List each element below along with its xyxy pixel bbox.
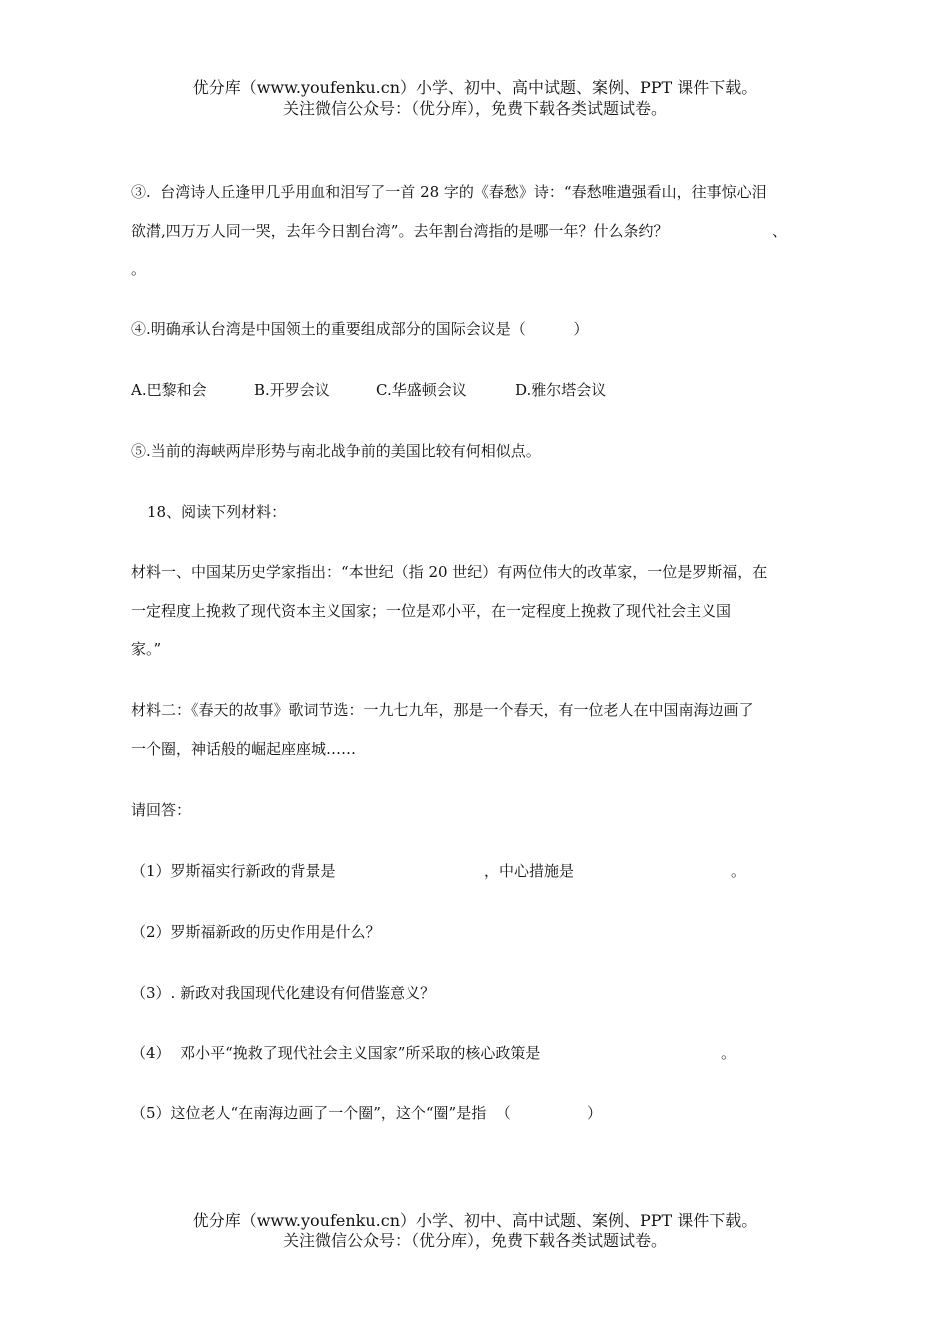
ask-label: 请回答： — [131, 801, 192, 819]
material-2-line-2: 一个圈，神话般的崛起座座城…… — [131, 740, 357, 758]
q3-line-2: 欲潸,四万万人同一哭，去年今日割台湾”。去年割台湾指的是哪一年？什么条约？ — [131, 222, 669, 240]
sub-q1-part-b: ，中心措施是 — [484, 862, 575, 880]
sub-q4-part-a: （4） 邓小平“挽救了现代社会主义国家”所采取的核心政策是 — [131, 1044, 541, 1062]
q4-stem: ④.明确承认台湾是中国领土的重要组成部分的国际会议是（ ） — [131, 320, 589, 338]
material-1-line-2: 一定程度上挽救了现代资本主义国家；一位是邓小平，在一定程度上挽救了现代社会主义国 — [131, 602, 732, 620]
material-1-line-3: 家。” — [131, 640, 162, 658]
q4-option-c: C.华盛顿会议 — [376, 381, 467, 399]
material-2-line-1: 材料二：《春天的故事》歌词节选：一九七九年，那是一个春天，有一位老人在中国南海边画了 — [131, 701, 754, 719]
q4-option-b: B.开罗会议 — [254, 381, 330, 399]
header-line-2: 关注微信公众号：（优分库），免费下载各类试题试卷。 — [282, 99, 667, 118]
sub-q2: （2）罗斯福新政的历史作用是什么？ — [131, 923, 381, 941]
q3-line-2-sep: 、 — [772, 222, 788, 240]
q5: ⑤.当前的海峡两岸形势与南北战争前的美国比较有何相似点。 — [131, 442, 541, 460]
footer-line-2: 关注微信公众号：（优分库），免费下载各类试题试卷。 — [282, 1231, 667, 1250]
footer-line-1: 优分库（www.youfenku.cn）小学、初中、高中试题、案例、PPT 课件下载。 — [192, 1211, 758, 1230]
q4-option-d: D.雅尔塔会议 — [515, 381, 607, 399]
sub-q3: （3）. 新政对我国现代化建设有何借鉴意义？ — [131, 984, 436, 1002]
sub-q4-part-b: 。 — [721, 1044, 737, 1062]
sub-q1-part-c: 。 — [731, 862, 747, 880]
sub-q5: （5）这位老人“在南海边画了一个圈”，这个“圈”是指 （ ） — [131, 1104, 603, 1122]
sub-q1-part-a: （1）罗斯福实行新政的背景是 — [131, 862, 336, 880]
q3-line-1: ③. 台湾诗人丘逢甲几乎用血和泪写了一首 28 字的《春愁》诗：“春愁唯遣强看山，往事惊心泪 — [131, 183, 767, 201]
q18-title: 18、阅读下列材料： — [147, 503, 287, 521]
q4-option-a: A.巴黎和会 — [131, 381, 207, 399]
q3-line-3: 。 — [131, 260, 147, 278]
material-1-line-1: 材料一、中国某历史学家指出：“本世纪（指 20 世纪）有两位伟大的改革家，一位是罗斯福，在 — [131, 563, 768, 581]
header-line-1: 优分库（www.youfenku.cn）小学、初中、高中试题、案例、PPT 课件下载。 — [192, 78, 758, 97]
